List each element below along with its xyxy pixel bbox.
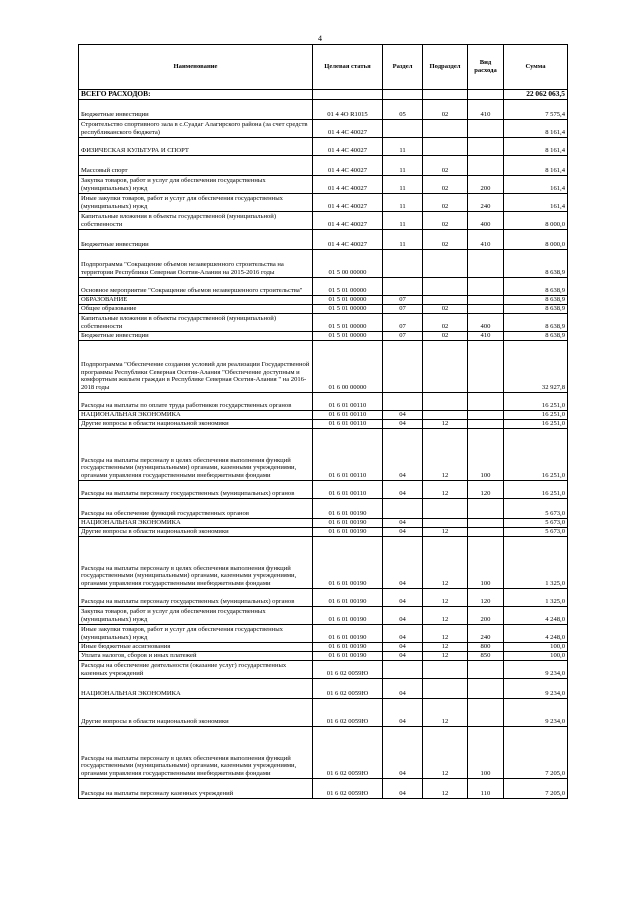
cell-target: 01 6 01 00190 [313,536,383,588]
cell-type [468,698,504,726]
header-sum: Сумма [504,45,568,90]
cell-name: Закупка товаров, работ и услуг для обеспечения государственных (муниципальных) нужд [79,606,313,624]
cell-name: Капитальные вложения в объекты государственной (муниципальной) собственности [79,313,313,331]
cell-sum: 16 251,0 [504,480,568,498]
cell-type [468,527,504,536]
cell-name: Расходы на обеспечение функций государственных органов [79,498,313,518]
cell-name: Расходы на выплаты персоналу в целях обеспечения выполнения функций государственными (муниципальными) органами, казенными учреждениями, органами управления государственными внебюджетными фондами [79,428,313,480]
cell-type [468,660,504,678]
table-row [79,651,568,660]
table-row [79,331,568,340]
cell-section [383,660,423,678]
cell-type: 200 [468,606,504,624]
table-row [79,498,568,518]
cell-type: 400 [468,313,504,331]
cell-sum: 16 251,0 [504,392,568,410]
cell-target: 01 6 01 00190 [313,518,383,527]
cell-name: Расходы на выплаты персоналу государственных (муниципальных) органов [79,480,313,498]
cell-type [468,678,504,698]
cell-subsection: 12 [423,698,468,726]
cell-name: Строительство спортивного зала в с.Суадаг Алагирского района (за счет средств республиканского бюджета) [79,119,313,137]
cell-type [468,137,504,155]
budget-table [78,44,568,799]
cell-section: 07 [383,331,423,340]
cell-type [468,119,504,137]
cell-type [468,155,504,175]
cell-target: 01 4 4С 40027 [313,229,383,249]
table-row [79,726,568,778]
cell-name: Расходы на выплаты персоналу казенных учреждений [79,778,313,798]
table-row [79,698,568,726]
page-number: 4 [318,34,322,43]
cell-name: Бюджетные инвестиции [79,331,313,340]
cell-target: 01 6 00 00000 [313,340,383,392]
table-row [79,642,568,651]
cell-target: 01 6 01 00190 [313,624,383,642]
cell-name: ФИЗИЧЕСКАЯ КУЛЬТУРА И СПОРТ [79,137,313,155]
cell-name: Иные закупки товаров, работ и услуг для обеспечения государственных (муниципальных) нужд [79,193,313,211]
cell-subsection [423,678,468,698]
cell-section: 04 [383,480,423,498]
table-row [79,778,568,798]
cell-sum: 32 927,8 [504,340,568,392]
cell-name: Расходы на выплаты по оплате труда работников государственных органов [79,392,313,410]
table-row [79,410,568,419]
cell-subsection [423,137,468,155]
table-row [79,211,568,229]
header-name: Наименование [79,45,313,90]
table-row [79,229,568,249]
table-row [79,678,568,698]
cell-sum: 16 251,0 [504,410,568,419]
cell-subsection: 02 [423,155,468,175]
cell-subsection [423,340,468,392]
table-row [79,480,568,498]
table-row [79,99,568,119]
cell-name: НАЦИОНАЛЬНАЯ ЭКОНОМИКА [79,410,313,419]
cell-section: 04 [383,606,423,624]
cell-target: 01 6 01 00190 [313,498,383,518]
cell-sum: 9 234,0 [504,660,568,678]
cell-section: 07 [383,313,423,331]
cell-section: 04 [383,588,423,606]
cell-sum: 8 638,9 [504,313,568,331]
cell-section: 11 [383,175,423,193]
cell-subsection [423,518,468,527]
cell-subsection: 02 [423,211,468,229]
cell-type: 100 [468,428,504,480]
cell-target: 01 6 01 00110 [313,428,383,480]
cell-target [313,90,383,100]
table-row [79,295,568,304]
cell-subsection: 02 [423,331,468,340]
cell-sum: 7 205,0 [504,726,568,778]
cell-section [383,90,423,100]
cell-name: Общее образование [79,304,313,313]
cell-name: Другие вопросы в области национальной экономики [79,698,313,726]
cell-name: Основное мероприятие "Сокращение объемов незавершенного строительства" [79,277,313,295]
cell-target: 01 4 4С 40027 [313,193,383,211]
table-row [79,304,568,313]
cell-name: ОБРАЗОВАНИЕ [79,295,313,304]
cell-target: 01 5 01 00000 [313,277,383,295]
cell-section: 04 [383,428,423,480]
cell-section: 04 [383,536,423,588]
table-row [79,249,568,277]
cell-subsection: 12 [423,588,468,606]
cell-type: 410 [468,229,504,249]
cell-subsection: 12 [423,624,468,642]
header-target: Целевая статья [313,45,383,90]
cell-sum: 8 000,0 [504,211,568,229]
cell-section: 11 [383,211,423,229]
cell-subsection [423,498,468,518]
cell-sum: 161,4 [504,175,568,193]
cell-type: 400 [468,211,504,229]
cell-name: Бюджетные инвестиции [79,99,313,119]
cell-target: 01 6 01 00190 [313,651,383,660]
cell-type: 100 [468,726,504,778]
cell-subsection: 02 [423,313,468,331]
cell-type: 110 [468,778,504,798]
cell-subsection [423,277,468,295]
cell-target: 01 5 01 00000 [313,331,383,340]
cell-type [468,277,504,295]
cell-type [468,410,504,419]
cell-sum: 100,0 [504,651,568,660]
cell-sum: 8 638,9 [504,249,568,277]
table-row [79,624,568,642]
cell-target: 01 6 01 00110 [313,410,383,419]
table-row [79,606,568,624]
table-row [79,419,568,428]
cell-type [468,295,504,304]
cell-section: 05 [383,99,423,119]
cell-section: 07 [383,304,423,313]
table-row [79,518,568,527]
cell-sum: 8 638,9 [504,304,568,313]
cell-subsection: 02 [423,193,468,211]
cell-type: 200 [468,175,504,193]
cell-target: 01 6 01 00110 [313,480,383,498]
cell-subsection: 02 [423,304,468,313]
cell-name: Подпрограмма "Обеспечение создания условий для реализации Государственной программы Республики Северная Осетия-Алания "Обеспечение доступным и комфортным жильем граждан в Республике Северная Осетия-Алания " на 2016-2018 годы [79,340,313,392]
cell-type [468,419,504,428]
cell-target: 01 5 01 00000 [313,313,383,331]
cell-subsection: 02 [423,99,468,119]
table-row [79,536,568,588]
cell-section: 11 [383,229,423,249]
cell-type: 240 [468,624,504,642]
cell-sum: 161,4 [504,193,568,211]
cell-sum: 16 251,0 [504,428,568,480]
cell-target: 01 5 00 00000 [313,249,383,277]
cell-section: 11 [383,193,423,211]
cell-sum: 4 248,0 [504,624,568,642]
table-row [79,313,568,331]
cell-name: Бюджетные инвестиции [79,229,313,249]
table-row [79,90,568,100]
cell-sum: 5 673,0 [504,527,568,536]
cell-sum: 8 638,9 [504,331,568,340]
cell-type: 800 [468,642,504,651]
cell-subsection: 12 [423,651,468,660]
cell-section: 07 [383,295,423,304]
cell-name: Иные бюджетные ассигнования [79,642,313,651]
cell-sum: 4 248,0 [504,606,568,624]
header-type: Вид расхода [468,45,504,90]
cell-name: Подпрограмма "Сокращение объемов незавершенного строительства на территории Республики Северная Осетия-Алания на 2015-2016 годы [79,249,313,277]
cell-target: 01 4 4С 40027 [313,211,383,229]
cell-sum: 9 234,0 [504,698,568,726]
cell-sum: 8 161,4 [504,137,568,155]
cell-subsection: 12 [423,419,468,428]
cell-name: Уплата налогов, сборов и иных платежей [79,651,313,660]
table-row [79,119,568,137]
cell-name: Расходы на обеспечение деятельности (оказание услуг) государственных казенных учреждений [79,660,313,678]
table-row [79,392,568,410]
cell-sum: 9 234,0 [504,678,568,698]
cell-section [383,277,423,295]
cell-name: Другие вопросы в области национальной экономики [79,419,313,428]
cell-sum: 8 161,4 [504,119,568,137]
cell-target: 01 5 01 00000 [313,295,383,304]
cell-sum: 1 325,0 [504,536,568,588]
cell-target: 01 4 4С 40027 [313,119,383,137]
cell-subsection: 02 [423,175,468,193]
cell-subsection [423,119,468,137]
cell-subsection: 12 [423,428,468,480]
cell-name: Расходы на выплаты персоналу в целях обеспечения выполнения функций государственными (муниципальными) органами, казенными учреждениями, органами управления государственными внебюджетными фондами [79,536,313,588]
cell-section: 04 [383,651,423,660]
cell-subsection: 12 [423,527,468,536]
table-row [79,175,568,193]
cell-sum: 8 000,0 [504,229,568,249]
cell-name: НАЦИОНАЛЬНАЯ ЭКОНОМИКА [79,678,313,698]
cell-sum: 5 673,0 [504,498,568,518]
cell-section [383,392,423,410]
cell-subsection: 12 [423,726,468,778]
cell-section: 04 [383,778,423,798]
cell-section [383,498,423,518]
cell-section: 04 [383,518,423,527]
cell-section: 04 [383,527,423,536]
cell-target: 01 6 01 00190 [313,642,383,651]
cell-name: Капитальные вложения в объекты государственной (муниципальной) собственности [79,211,313,229]
cell-name: НАЦИОНАЛЬНАЯ ЭКОНОМИКА [79,518,313,527]
cell-section [383,340,423,392]
table-row [79,660,568,678]
cell-sum: 8 638,9 [504,295,568,304]
table-row [79,277,568,295]
cell-subsection: 12 [423,536,468,588]
cell-sum: 1 325,0 [504,588,568,606]
cell-subsection [423,660,468,678]
cell-target: 01 6 01 00110 [313,392,383,410]
cell-section: 04 [383,698,423,726]
cell-subsection: 02 [423,229,468,249]
cell-type [468,90,504,100]
cell-target: 01 6 02 0059Ю [313,660,383,678]
table-header-row [79,45,568,90]
cell-subsection [423,295,468,304]
table-row [79,193,568,211]
cell-subsection [423,392,468,410]
cell-target: 01 6 02 0059Ю [313,698,383,726]
cell-name: Массовый спорт [79,155,313,175]
cell-subsection [423,410,468,419]
cell-target: 01 6 02 0059Ю [313,726,383,778]
cell-section: 11 [383,155,423,175]
cell-sum: 8 638,9 [504,277,568,295]
cell-sum: 16 251,0 [504,419,568,428]
cell-sum: 8 161,4 [504,155,568,175]
cell-type [468,392,504,410]
cell-section: 11 [383,137,423,155]
cell-target: 01 4 4С 40027 [313,137,383,155]
cell-subsection: 12 [423,480,468,498]
cell-type: 240 [468,193,504,211]
cell-name: ВСЕГО РАСХОДОВ: [79,90,313,100]
cell-sum: 22 062 063,5 [504,90,568,100]
cell-target: 01 5 01 00000 [313,304,383,313]
table-row [79,137,568,155]
cell-target: 01 4 4С 40027 [313,175,383,193]
cell-name: Расходы на выплаты персоналу государственных (муниципальных) органов [79,588,313,606]
cell-target: 01 4 4С 40027 [313,155,383,175]
cell-name: Иные закупки товаров, работ и услуг для обеспечения государственных (муниципальных) нужд [79,624,313,642]
cell-sum: 5 673,0 [504,518,568,527]
cell-name: Закупка товаров, работ и услуг для обеспечения государственных (муниципальных) нужд [79,175,313,193]
cell-type [468,249,504,277]
cell-sum: 7 205,0 [504,778,568,798]
cell-type [468,304,504,313]
cell-target: 01 4 4О R1015 [313,99,383,119]
cell-name: Расходы на выплаты персоналу в целях обеспечения выполнения функций государственными (муниципальными) органами, казенными учреждениями, органами управления государственными внебюджетными фондами [79,726,313,778]
cell-target: 01 6 01 00110 [313,419,383,428]
cell-type: 850 [468,651,504,660]
cell-sum: 7 575,4 [504,99,568,119]
cell-type: 120 [468,588,504,606]
cell-subsection [423,90,468,100]
table-row [79,527,568,536]
cell-section: 04 [383,624,423,642]
cell-name: Другие вопросы в области национальной экономики [79,527,313,536]
cell-type [468,498,504,518]
cell-subsection [423,249,468,277]
cell-type: 410 [468,99,504,119]
cell-section: 04 [383,642,423,651]
cell-subsection: 12 [423,642,468,651]
cell-target: 01 6 01 00190 [313,606,383,624]
table-row [79,340,568,392]
cell-target: 01 6 02 0059Ю [313,778,383,798]
cell-target: 01 6 02 0059Ю [313,678,383,698]
header-subsection: Подраздел [423,45,468,90]
cell-type: 100 [468,536,504,588]
cell-section: 04 [383,678,423,698]
cell-section: 04 [383,419,423,428]
header-section: Раздел [383,45,423,90]
cell-target: 01 6 01 00190 [313,527,383,536]
cell-type: 410 [468,331,504,340]
cell-type: 120 [468,480,504,498]
cell-sum: 100,0 [504,642,568,651]
cell-section: 04 [383,410,423,419]
cell-target: 01 6 01 00190 [313,588,383,606]
table-row [79,428,568,480]
cell-subsection: 12 [423,606,468,624]
cell-subsection: 12 [423,778,468,798]
cell-section [383,249,423,277]
table-row [79,155,568,175]
table-row [79,588,568,606]
cell-section: 04 [383,726,423,778]
cell-type [468,518,504,527]
cell-section [383,119,423,137]
cell-type [468,340,504,392]
